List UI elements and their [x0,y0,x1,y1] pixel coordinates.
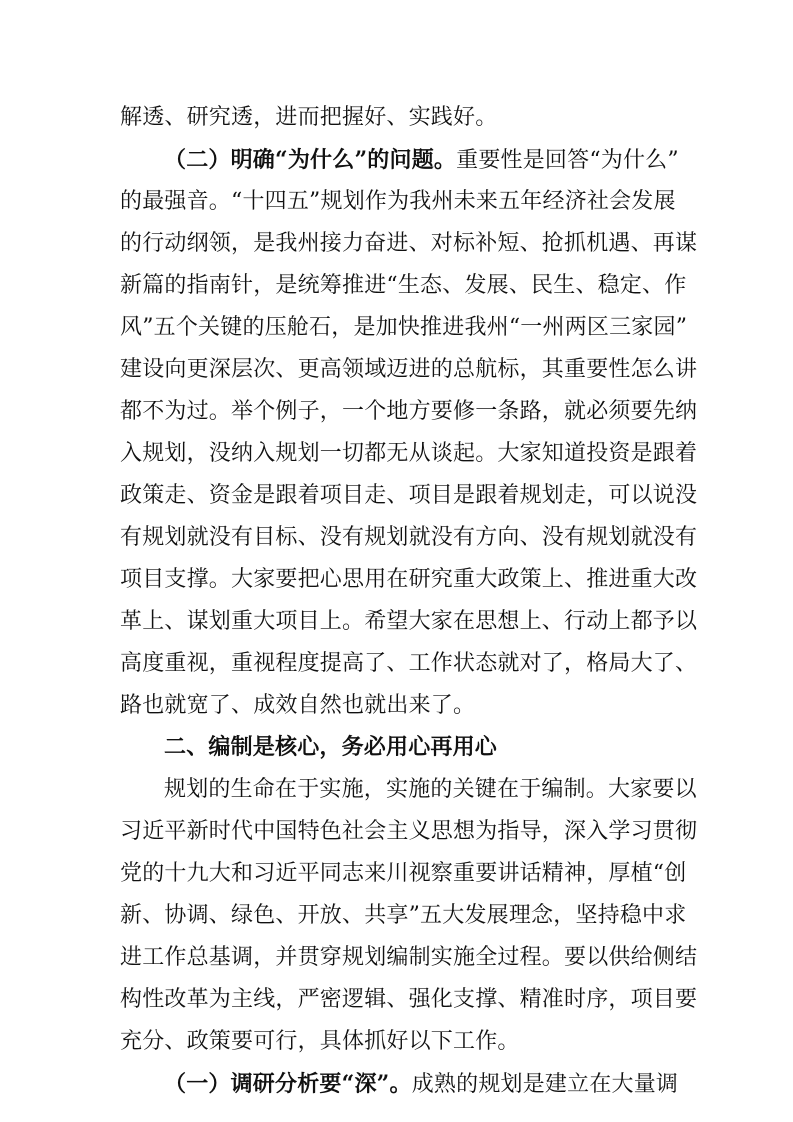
subheading-line [164,146,680,174]
paragraph-line: 构性改革为主线，严密逻辑、强化支撑、精准时序，项目要 [120,987,698,1012]
paragraph-line: 都不为过。举个例子，一个地方要修一条路，就必须要先纳 [120,399,698,424]
paragraph-line: 入规划，没纳入规划一切都无从谈起。大家知道投资是跟着 [120,441,698,466]
paragraph-line: 的行动纲领，是我州接力奋进、对标补短、抢抓机遇、再谋 [120,231,698,256]
paragraph-line: 路也就宽了、成效自然也就出来了。 [120,693,476,718]
paragraph-line: 建设向更深层次、更高领域迈进的总航标，其重要性怎么讲 [120,357,698,382]
paragraph-line: 规划的生命在于实施，实施的关键在于编制。大家要以 [164,777,697,802]
paragraph-line: 高度重视，重视程度提高了、工作状态就对了，格局大了、 [120,651,698,676]
paragraph-line: 新篇的指南针，是统筹推进“生态、发展、民生、稳定、作 [120,273,687,298]
paragraph-line: 项目支撑。大家要把心思用在研究重大政策上、推进重大改 [120,567,698,592]
subheading-why: （二）明确“为什么”的问题。 [164,147,457,173]
paragraph-line: 革上、谋划重大项目上。希望大家在思想上、行动上都予以 [120,609,698,634]
paragraph-line: 进工作总基调，并贯穿规划编制实施全过程。要以供给侧结 [120,945,698,970]
paragraph-line: 新、协调、绿色、开放、共享”五大发展理念，坚持稳中求 [120,903,687,928]
paragraph-line: 习近平新时代中国特色社会主义思想为指导，深入学习贯彻 [120,819,698,844]
paragraph-line: 有规划就没有目标、没有规划就没有方向、没有规划就没有 [120,525,698,550]
paragraph-line: 解透、研究透，进而把握好、实践好。 [120,105,498,130]
subheading-line [164,1070,680,1098]
paragraph-line: 充分、政策要可行，具体抓好以下工作。 [120,1029,520,1054]
paragraph-line: 风”五个关键的压舱石，是加快推进我州“一州两区三家园” [120,315,688,340]
subheading-research: （一）调研分析要“深”。 [164,1071,412,1097]
paragraph-line: 党的十九大和习近平同志来川视察重要讲话精神，厚植“创 [120,861,687,886]
paragraph-text: 重要性是回答“为什么” [456,148,679,173]
paragraph-line: 的最强音。“十四五”规划作为我州未来五年经济社会发展 [120,189,676,214]
section-heading: 二、编制是核心，务必用心再用心 [164,735,498,760]
paragraph-line: 政策走、资金是跟着项目走、项目是跟着规划走，可以说没 [120,483,698,508]
paragraph-text: 成熟的规划是建立在大量调 [411,1072,679,1097]
